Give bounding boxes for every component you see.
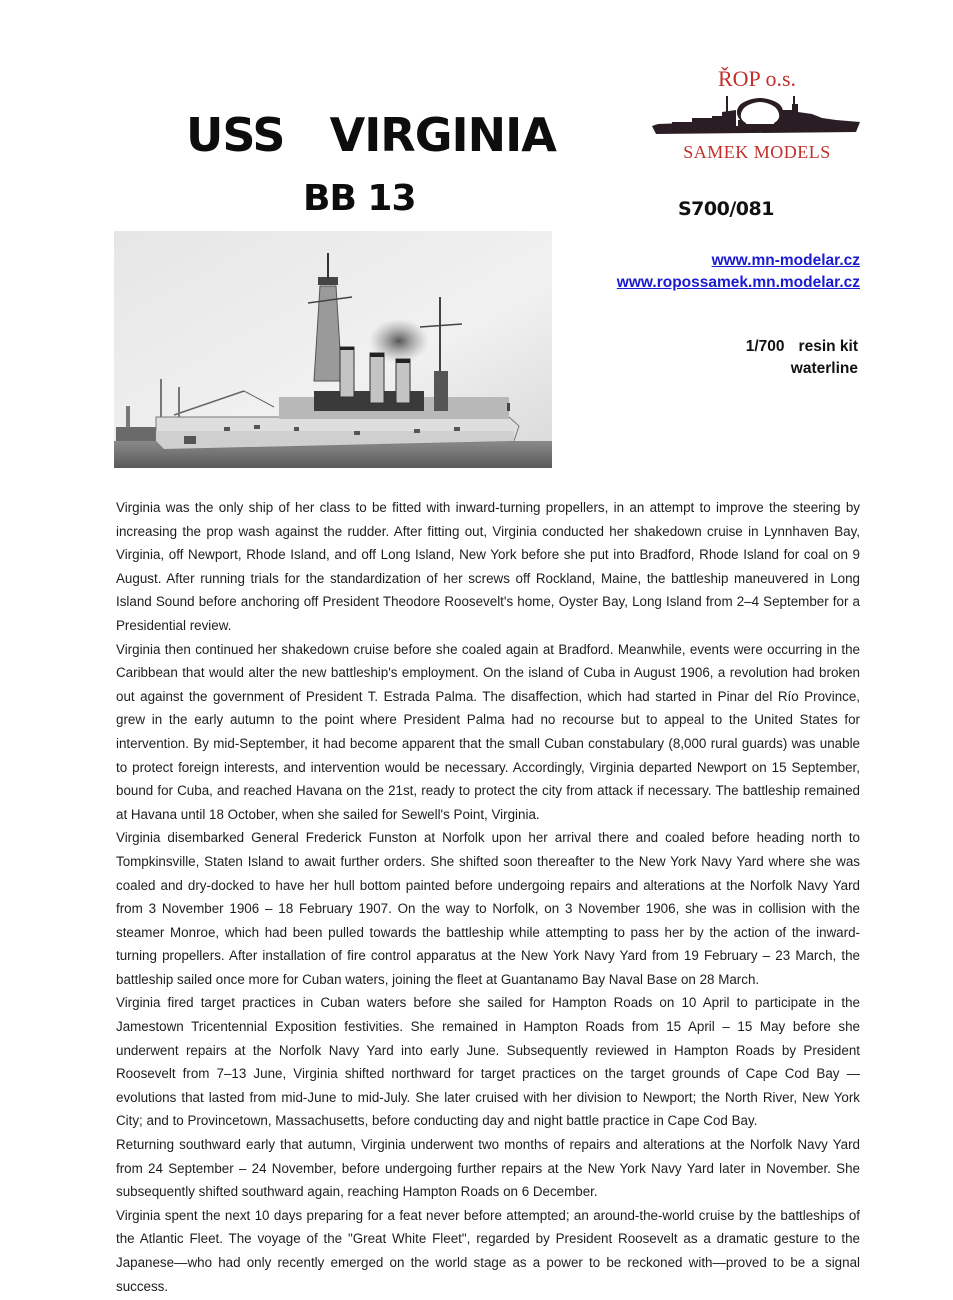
ship-photo [114,231,552,468]
logo-top-text: ŘOP o.s. [717,66,797,91]
paragraph: Virginia spent the next 10 days preparing for a feat never before attempted; an around-the-world cruise by the battleships of the Atlantic Fleet. The voyage of the "Great White Fleet", regarded by President Roosevelt as a dramatic gesture to the Japanese—who had only recently emerged on the world stage as a power to be reckoned with—proved to be a signal success. [116,1207,860,1294]
link-ropossamek[interactable]: www.ropossamek.mn.modelar.cz [616,274,860,291]
paragraph: Virginia was the only ship of her class to be fitted with inward-turning propellers, in an attempt to improve the steering by increasing the prop wash against the rudder. After fitting out, Virginia conducted her shakedown cruise in Lynnhaven Bay, Virginia, off Newport, Rhode Island, and off Long Island, New York before she put into Bradford, Rhode Island for coal on 9 August. After running trials for the standardization of her screws off Rockland, Maine, the battleship maneuvered in Long Island Sound before anchoring off President Theodore Roosevelt's home, Oyster Bay, Long Island from 2–4 September for a Presidential review. [116,500,860,633]
product-code: S700/081 [678,198,774,220]
website-links [617,250,860,294]
kit-info [746,336,858,380]
kit-type: resin kit [798,338,858,355]
kit-variant: waterline [790,360,858,377]
ship-omega-silhouette-icon [652,96,862,140]
page-title: USS VIRGINIA [186,108,556,162]
rop-samek-logo [648,62,866,167]
paragraph: Virginia then continued her shakedown cruise before she coaled again at Bradford. Meanwhile, events were occurring in the Caribbean that would alter the new battleship's employment. On the island of Cuba in August 1906, a revolution had broken out against the government of President T. Estrada Palma. The disaffection, which had started in Pinar del Río Province, grew in the early autumn to the point where President Palma had no recourse but to appeal to the United States for intervention. By mid-September, it had become apparent that the small Cuban constabulary (8,000 rural guards) was unable to protect foreign interests, and intervention would be necessary. Accordingly, Virginia departed Newport on 15 September, bound for Cuba, and reached Havana on the 21st, ready to protect the city from attack if necessary. The battleship remained at Havana until 18 October, when she sailed for Sewell's Point, Virginia. [116,641,860,822]
logo-bottom-text: SAMEK MODELS [683,142,831,162]
kit-scale: 1/700 [745,338,785,355]
article-body [116,496,860,1298]
paragraph: Virginia disembarked General Frederick Funston at Norfolk upon her arrival there and coaled before heading north to Tompkinsville, Staten Island to await further orders. She shifted soon thereafter to the New York Navy Yard where she was coaled and dry-docked to have her hull bottom painted before undergoing repairs and alterations at the Norfolk Navy Yard from 3 November 1906 – 18 February 1907. On the way to Norfolk, on 3 November 1906, she was in collision with the steamer Monroe, which had been pulled towards the battleship while attempting to pass her by the action of the inward-turning propellers. After installation of fire control apparatus at the New York Navy Yard from 19 February – 23 March, the battleship sailed once more for Cuban waters, joining the fleet at Guantanamo Bay Naval Base on 28 March. [116,830,860,987]
paragraph: Returning southward early that autumn, Virginia underwent two months of repairs and alterations at the Norfolk Navy Yard from 24 September – 24 November, before undergoing further repairs at the New York Navy Yard later in November. She subsequently shifted southward again, reaching Hampton Roads on 6 December. [116,1137,860,1200]
link-mn-modelar[interactable]: www.mn-modelar.cz [711,252,860,269]
hull-number: BB 13 [303,178,416,219]
paragraph: Virginia fired target practices in Cuban waters before she sailed for Hampton Roads on 10 April to participate in the Jamestown Tricentennial Exposition festivities. She remained in Hampton Roads from 15 April – 15 May before she underwent repairs at the Norfolk Navy Yard into early June. Subsequently reviewed in Hampton Roads by President Roosevelt from 7–13 June, Virginia shifted northward for target practices on the target grounds of Cape Cod Bay — evolutions that lasted from mid-June to mid-July. She later cruised with her division to Newport; the North River, New York City; and to Provincetown, Massachusetts, before conducting day and night battle practice in Cape Cod Bay. [116,995,860,1129]
